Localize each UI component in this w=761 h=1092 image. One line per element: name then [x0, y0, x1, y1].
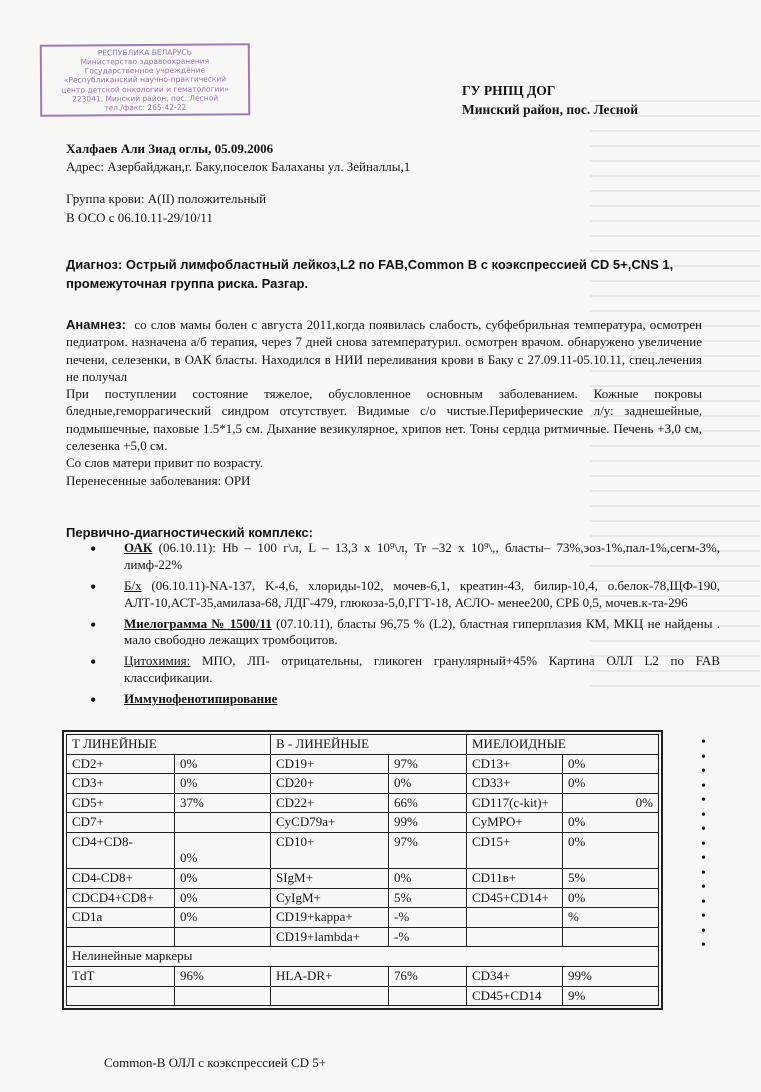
nonlinear-label: Нелинейные маркеры: [67, 947, 659, 967]
value-cell: 0%: [563, 813, 659, 833]
value-cell: 97%: [389, 754, 467, 774]
value-cell: 5%: [389, 888, 467, 908]
footer-conclusion: Common-B ОЛЛ с коэкспрессией CD 5+: [104, 1055, 327, 1070]
cytochem-text: МПО, ЛП- отрицательны, гликоген гранулярный+45% Картина ОЛЛ L2 по FAB классификации.: [124, 653, 720, 686]
marker-cell: [271, 986, 389, 1006]
marker-cell: CD11в+: [467, 868, 563, 888]
header-t-lineage: Т ЛИНЕЙНЫЕ: [67, 735, 271, 755]
nonlinear-header-row: [67, 947, 659, 967]
oso-dates: В ОСО с 06.10.11-29/10/11: [66, 209, 213, 225]
list-item-bx: [66, 578, 720, 612]
table-row: [67, 793, 659, 813]
stamp-line: 223041, Минский район, пос. Лесной: [72, 93, 219, 104]
value-cell: [563, 927, 659, 947]
marker-cell: CD7+: [67, 813, 175, 833]
marker-cell: CD33+: [467, 774, 563, 794]
marker-cell: CD34+: [467, 966, 563, 986]
marker-cell: CD117(c-kit)+: [467, 793, 563, 813]
list-item-immuno: [66, 691, 720, 708]
value-cell: %: [563, 908, 659, 928]
marker-cell: CD45+CD14: [467, 986, 563, 1006]
patient-info: [66, 140, 410, 227]
table-row: [67, 908, 659, 928]
marker-cell: [467, 927, 563, 947]
value-cell: 96%: [175, 966, 271, 986]
anamnesis: [66, 316, 702, 489]
value-cell: 0%: [563, 832, 659, 868]
value-cell: 0%: [563, 774, 659, 794]
immunophenotype-table: [66, 734, 659, 1006]
marker-cell: HLA-DR+: [271, 966, 389, 986]
value-cell: 37%: [175, 793, 271, 813]
marker-cell: CD22+: [271, 793, 389, 813]
value-cell: 97%: [389, 832, 467, 868]
value-cell: -%: [389, 908, 467, 928]
institution-stamp: [40, 43, 250, 116]
stamp-line: «Республиканский научно-практический: [63, 74, 227, 85]
marker-cell: CD20+: [271, 774, 389, 794]
marker-cell: CD45+CD14+: [467, 888, 563, 908]
marker-cell: CyMPO+: [467, 813, 563, 833]
marker-cell: CD2+: [67, 754, 175, 774]
table-row: [67, 986, 659, 1006]
marker-cell: CD4-CD8+: [67, 868, 175, 888]
value-cell: 0%: [389, 868, 467, 888]
margin-bullets: • • • • • • • • • • • • • • •: [701, 735, 706, 953]
anamnesis-para-4: Перенесенные заболевания: ОРИ: [66, 472, 251, 488]
marker-cell: CyIgM+: [271, 888, 389, 908]
patient-name: Халфаев Али Зиад оглы, 05.09.2006: [66, 141, 274, 156]
value-cell: 0%: [175, 754, 271, 774]
value-cell: 0%: [175, 888, 271, 908]
oak-text: (06.10.11): Hb – 100 г\л, L – 13,3 х 10⁹\л, Tr –32 х 10⁹\,, бласты– 73%,эоз-1%,пал-1%,сегм-3%, лимф-22%: [124, 540, 720, 572]
marker-cell: CD15+: [467, 832, 563, 868]
marker-cell: CD1a: [67, 908, 175, 928]
marker-cell: SIgM+: [271, 868, 389, 888]
marker-cell: CD5+: [67, 793, 175, 813]
marker-cell: CD19+lambda+: [271, 927, 389, 947]
stamp-line: центр детской онкологии и гематологии»: [61, 83, 229, 95]
value-cell: [175, 986, 271, 1006]
myelogram-text: (07.10.11), бласты 96,75 % (L2), бластная гиперплазия КМ, МКЦ не найдены . мало свободно лежащих тромбоцитов.: [124, 615, 720, 648]
marker-cell: CD19+: [271, 754, 389, 774]
value-cell: 99%: [389, 813, 467, 833]
table-row: [67, 927, 659, 947]
table-header-row: [67, 735, 659, 755]
marker-cell: CDCD4+CD8+: [67, 888, 175, 908]
value-cell: 66%: [389, 793, 467, 813]
anamnesis-para-1: [66, 316, 702, 385]
stamp-line: Государственное учреждение: [84, 65, 206, 76]
diagnosis: Диагноз: Острый лимфобластный лейкоз,L2 по FAB,Common B с коэкспрессией CD 5+,CNS 1, промежуточная группа риска. Разгар.: [66, 257, 674, 291]
marker-cell: CD4+CD8-: [67, 832, 175, 868]
marker-cell: TdT: [67, 966, 175, 986]
list-item-myelogram: [66, 616, 720, 650]
marker-cell: CD3+: [67, 774, 175, 794]
value-cell: 5%: [563, 868, 659, 888]
header-b-lineage: В - ЛИНЕЙНЫЕ: [271, 735, 467, 755]
table-row: [67, 888, 659, 908]
table-row: [67, 868, 659, 888]
marker-cell: [67, 927, 175, 947]
header-myeloid: МИЕЛОИДНЫЕ: [467, 735, 659, 755]
table-row: [67, 966, 659, 986]
myelogram-label: Миелограмма № 1500/11: [124, 615, 272, 631]
stamp-line: Министерство здравоохранения: [80, 56, 210, 67]
value-cell: 0%: [563, 888, 659, 908]
anamnesis-text: со слов мамы болен с августа 2011,когда появилась слабость, субфебрильная температура, осмотрен педиатром. назначена а/б терапия, через 7 дней снова затемпературил. осмотрен врачом. обнаружено увеличение печени, селезенки, в ОАК бласты. Находился в НИИ переливания крови в Баку с 27.09.11-05.10.11, спец.лечения не получал: [66, 317, 703, 384]
list-item-cytochem: [66, 653, 720, 687]
value-cell: 0%: [389, 774, 467, 794]
blood-group: Группа крови: А(II) положительный: [66, 191, 267, 207]
oak-label: ОАК: [124, 540, 153, 555]
marker-cell: CD19+kappa+: [271, 908, 389, 928]
complex-title: Первично-диагностический комплекс:: [66, 525, 313, 540]
value-cell: 0%: [563, 793, 659, 813]
value-cell: 0%: [175, 774, 271, 794]
value-cell: [175, 813, 271, 833]
table-row: [67, 832, 659, 868]
value-cell: 0%: [563, 754, 659, 774]
table-row: [67, 754, 659, 774]
bx-label: Б/х: [124, 577, 142, 593]
anamnesis-label: Анамнез:: [66, 317, 126, 332]
value-cell: 0%: [175, 832, 271, 868]
value-cell: [389, 986, 467, 1006]
org-location: Минский район, пос. Лесной: [462, 101, 639, 117]
anamnesis-para-3: Со слов матери привит по возрасту.: [66, 455, 264, 471]
value-cell: [175, 927, 271, 947]
cytochem-label: Цитохимия:: [124, 653, 191, 669]
marker-cell: [67, 986, 175, 1006]
marker-cell: CD10+: [271, 832, 389, 868]
value-cell: 99%: [563, 966, 659, 986]
marker-cell: [467, 908, 563, 928]
marker-cell: CD13+: [467, 754, 563, 774]
diagnostic-list: [66, 540, 720, 712]
marker-cell: CyCD79a+: [271, 813, 389, 833]
value-cell: 9%: [563, 986, 659, 1006]
bx-text: (06.10.11)-NA-137, K-4,6, хлориды-102, мочев-6,1, креатин-43, билир-10,4, о.белок-78,ЩФ-190, АЛТ-10,АСТ-35,амилаза-68, ЛДГ-479, глюкоза-5,0,ГГТ-18, АСЛО- менее200, СРБ 0,5, мочев.к-та-296: [124, 577, 720, 610]
value-cell: 0%: [175, 868, 271, 888]
list-item-oak: [66, 540, 720, 574]
stamp-line: РЕСПУБЛИКА БЕЛАРУСЬ: [97, 47, 192, 58]
patient-address: Адрес: Азербайджан,г. Баку,поселок Балаханы ул. Зейналлы,1: [66, 159, 411, 175]
value-cell: 76%: [389, 966, 467, 986]
org-name: ГУ РНПЦ ДОГ: [462, 83, 556, 98]
value-cell: 0%: [175, 908, 271, 928]
stamp-line: тел./факс: 265-42-22: [104, 102, 187, 113]
table-row: [67, 813, 659, 833]
table-row: [67, 774, 659, 794]
anamnesis-para-2: При поступлении состояние тяжелое, обусловленное основным заболеванием. Кожные покровы бледные,геморрагический синдром отсутствует. Видимые с/о чистые.Периферические л/у: заднешейные, подмышечные, паховые 1.5*1,5 см. Дыхание везикулярное, хрипов нет. Тоны сердца ритмичные. Печень +3,0 см, селезенка +5,0 см.: [66, 386, 702, 453]
org-header: [462, 82, 638, 119]
immuno-label: Иммунофенотипирование: [124, 691, 278, 707]
value-cell: -%: [389, 927, 467, 947]
